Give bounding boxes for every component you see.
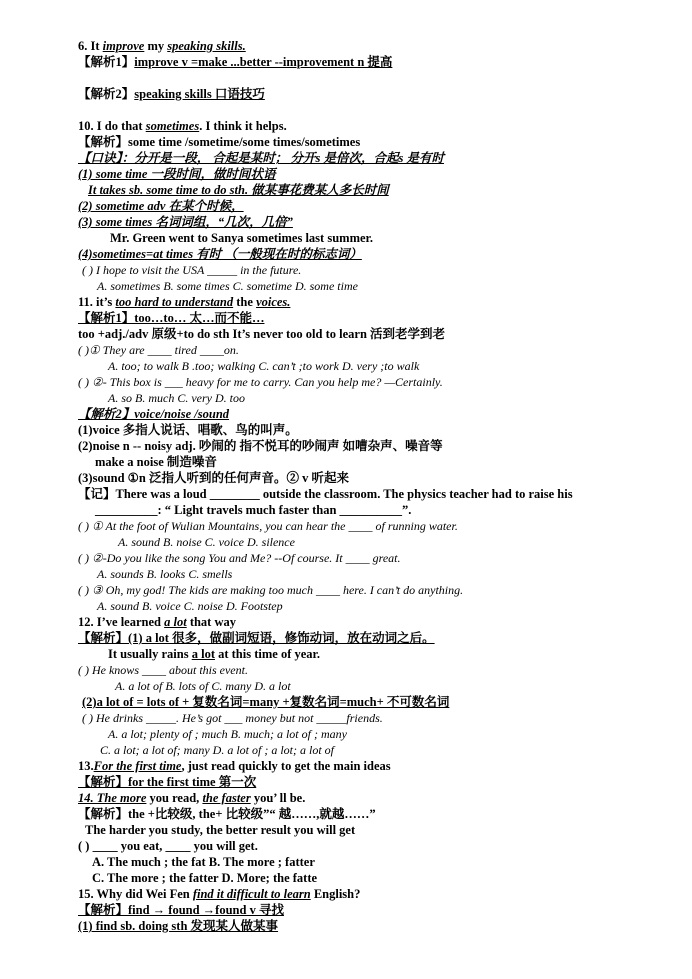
q11-ji-line-b: __________: “ Light travels much faster than __________”. [95, 503, 412, 517]
q11-ex3-question: ( ) ① At the foot of Wulian Mountains, you can hear the ____ of running water. [78, 519, 458, 533]
q10-title-a: 10. I do that [78, 119, 146, 133]
q11-ex4-options: A. sounds B. looks C. smells [97, 567, 233, 581]
q11-ex4-question: ( ) ②-Do you like the song You and Me? --Of course. It ____ great. [78, 551, 401, 565]
q6-title-c: my [144, 39, 168, 53]
q14-title [78, 791, 305, 806]
q6-title [78, 39, 246, 54]
q12-rule-2: (2)a lot of = lots of + 复数名词=many +复数名词=much+ 不可数名词 [82, 695, 450, 709]
q12-title-c: that way [186, 615, 236, 629]
q11-title-d: voices. [256, 295, 291, 309]
q11-ex2-options: A. so B. much C. very D. too [108, 391, 245, 405]
q14-title-c: the faster [202, 791, 251, 805]
q12-ex2-options-2: C. a lot; a lot of; many D. a lot of ; a lot; a lot of [100, 743, 334, 757]
q12-title [78, 615, 236, 630]
q12-title-b: a lot [164, 615, 187, 629]
q11-ex5-question: ( ) ③ Oh, my god! The kids are making too much ____ here. I can’t do anything. [78, 583, 464, 597]
q11-analysis-1b: too +adj./adv 原级+to do sth It’s never too old to learn 活到老学到老 [78, 327, 446, 341]
q11-title-c: the [233, 295, 257, 309]
q12-example-a: It usually rains [108, 647, 192, 661]
q11-title [78, 295, 290, 310]
q13-title [78, 759, 391, 774]
q12-ex1-options: A. a lot of B. lots of C. many D. a lot [115, 679, 291, 693]
q10-title [78, 119, 287, 134]
q12-example-c: at this time of year. [214, 647, 321, 661]
q6-title-d: speaking skills. [167, 39, 246, 53]
q11-ex5-options: A. sound B. voice C. noise D. Footstep [97, 599, 283, 613]
q11-make-noise: make a noise 制造噪音 [95, 455, 217, 469]
q15-analysis: 【解析】find → found →found v 寻找 [78, 903, 284, 917]
q11-ex2-question: ( ) ②- This box is ___ heavy for me to carry. Can you help me? —Certainly. [78, 375, 443, 389]
q12-example [108, 647, 320, 662]
q12-title-a: 12. I’ve learned [78, 615, 165, 629]
q10-line-1: (1) some time 一段时间，做时间状语 [78, 167, 276, 181]
q11-noise: (2)noise n -- noisy adj. 吵闹的 指不悦耳的吵闹声 如嘈杂声、噪音等 [78, 439, 443, 453]
q14-title-b: you read, [146, 791, 203, 805]
q6-title-b: improve [102, 39, 145, 53]
q10-title-c: . I think it helps. [199, 119, 287, 133]
q12-example-b: a lot [191, 647, 215, 661]
q10-line-2: It takes sb. some time to do sth. 做某事花费某人多长时间 [88, 183, 389, 197]
q10-line-3: (2) sometime adv 在某个时候， [78, 199, 244, 213]
analysis-label: 【解析1】 [78, 55, 135, 69]
q10-line-5: Mr. Green went to Sanya sometimes last summer. [110, 231, 374, 245]
q10-title-b: sometimes [145, 119, 200, 133]
analysis-label: 【解析2】 [78, 87, 135, 101]
q10-exercise-options: A. sometimes B. some times C. sometime D. some time [97, 279, 358, 293]
q10-analysis-text: some time /sometime/some times/sometimes [128, 135, 361, 149]
q11-title-a: 11. it’s [78, 295, 116, 309]
q15-line-1: (1) find sb. doing sth 发现某人做某事 [78, 919, 279, 933]
q14-example: The harder you study, the better result you will get [85, 823, 356, 837]
q14-title-d: you’ ll be. [250, 791, 306, 805]
q11-title-b: too hard to understand [115, 295, 234, 309]
q15-title [78, 887, 360, 902]
q13-title-a: 13. [78, 759, 94, 773]
analysis-label: 【解析】 [78, 135, 129, 149]
q6-analysis-2 [78, 87, 265, 102]
q10-line-6: (4)sometimes=at times 有时 （一般现在时的标志词） [78, 247, 362, 261]
q12-analysis: 【解析】(1) a lot 很多，做副词短语，修饰动词，放在动词之后。 [78, 631, 435, 645]
q12-ex2-options-1: A. a lot; plenty of ; much B. much; a lot of ; many [108, 727, 347, 741]
q10-koujue: 【口诀】：分开是一段， 合起是某时； 分开s 是倍次，合起s 是有时 [78, 151, 444, 165]
q11-ex1-options: A. too; to walk B .too; walking C. can’t ;to work D. very ;to walk [108, 359, 420, 373]
q13-title-c: , just read quickly to get the main ideas [181, 759, 391, 773]
q14-exercise-options-2: C. The more ; the fatter D. More; the fatte [92, 871, 318, 885]
q13-analysis: 【解析】for the first time 第一次 [78, 775, 257, 789]
q6-analysis-1 [78, 55, 392, 70]
q11-analysis-1: 【解析1】too…to… 太…而不能… [78, 311, 265, 325]
q14-title-a: 14. The more [78, 791, 147, 805]
q14-exercise-options-1: A. The much ; the fat B. The more ; fatter [92, 855, 315, 869]
q12-ex2-question: ( ) He drinks _____. He’s got ___ money but not _____friends. [82, 711, 383, 725]
q15-title-b: find it difficult to learn [192, 887, 311, 901]
q11-analysis-2: 【解析2】voice/noise /sound [78, 407, 230, 421]
q15-title-c: English? [310, 887, 361, 901]
q10-analysis [78, 135, 360, 150]
q6-analysis-1-text: improve v =make ...better --improvement n 提高 [134, 55, 393, 69]
q11-sound: (3)sound ①n 泛指人听到的任何声音。② v 听起来 [78, 471, 349, 485]
q14-exercise-question: ( ) ____ you eat, ____ you will get. [78, 839, 258, 853]
q10-line-4: (3) some times 名词词组，“几次，几倍” [78, 215, 293, 229]
q13-title-b: For the first time [93, 759, 182, 773]
q14-analysis: 【解析】the +比较级, the+ 比较级”“ 越……,就越……” [78, 807, 376, 821]
q11-voice: (1)voice 多指人说话、唱歌、鸟的叫声。 [78, 423, 298, 437]
q12-ex1-question: ( ) He knows ____ about this event. [78, 663, 248, 677]
q11-ji-line-a: 【记】There was a loud ________ outside the classroom. The physics teacher had to raise his [78, 487, 573, 501]
q11-ex3-options: A. sound B. noise C. voice D. silence [118, 535, 295, 549]
q6-analysis-2-text: speaking skills 口语技巧 [134, 87, 265, 101]
q11-ex1-question: ( )① They are ____ tired ____on. [78, 343, 239, 357]
q6-title-a: 6. It [78, 39, 103, 53]
q15-title-a: 15. Why did Wei Fen [78, 887, 193, 901]
q10-exercise-question: ( ) I hope to visit the USA _____ in the future. [82, 263, 302, 277]
